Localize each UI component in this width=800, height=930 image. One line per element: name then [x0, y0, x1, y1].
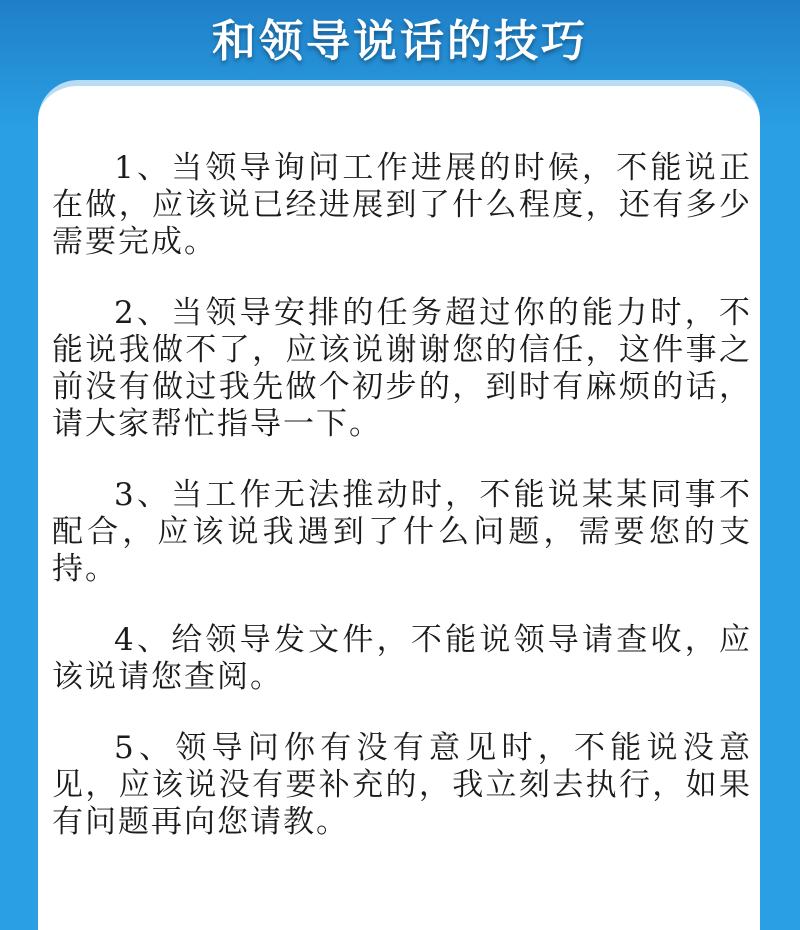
- tip-2: 2、当领导安排的任务超过你的能力时，不能说我做不了，应该说谢谢您的信任，这件事之前没有做过我先做个初步的，到时有麻烦的话，请大家帮忙指导一下。: [52, 295, 752, 442]
- tip-4: 4、给领导发文件，不能说领导请查收，应该说请您查阅。: [52, 622, 752, 695]
- tips-list: [52, 150, 752, 875]
- tip-3: 3、当工作无法推动时，不能说某某同事不配合，应该说我遇到了什么问题，需要您的支持。: [52, 477, 752, 587]
- tip-5: 5、领导问你有没有意见时，不能说没意见，应该说没有要补充的，我立刻去执行，如果有问题再向您请教。: [52, 730, 752, 840]
- tip-1: 1、当领导询问工作进展的时候，不能说正在做，应该说已经进展到了什么程度，还有多少需要完成。: [52, 150, 752, 260]
- page-title: 和领导说话的技巧: [212, 16, 588, 67]
